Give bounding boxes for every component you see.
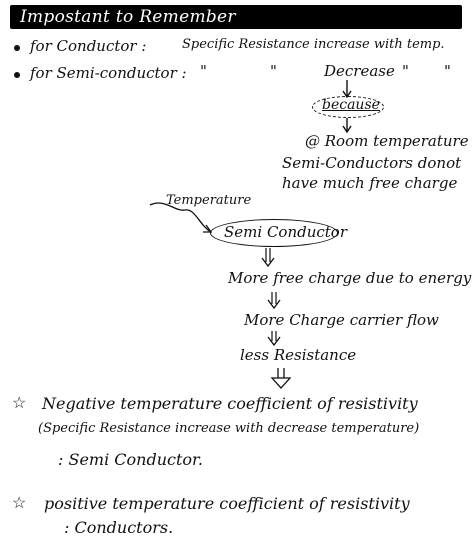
semi-reason-line-2: have much free charge	[282, 174, 458, 192]
arrow-step1-to-step2	[272, 292, 276, 304]
arrow-semi-to-step1-head	[262, 258, 274, 266]
because-text: because	[322, 97, 380, 113]
positive-coefficient-answer: : Conductors.	[64, 518, 174, 537]
negative-coefficient-detail: (Specific Resistance increase with decrease temperature)	[38, 421, 420, 436]
ditto-mark: "	[200, 62, 207, 80]
negative-coefficient-answer: : Semi Conductor.	[58, 450, 204, 469]
flow-step-1: More free charge due to energy	[228, 269, 472, 287]
conductor-text: Specific Resistance increase with temp.	[182, 37, 445, 52]
star-icon: ☆	[12, 493, 27, 512]
arrow-step2-to-step3-head	[268, 337, 280, 345]
page-title: Impostant to Remember	[20, 7, 236, 27]
room-temperature-text: @ Room temperature	[305, 132, 469, 150]
semi-conductor-label: Semi Conductor	[224, 223, 348, 241]
semi-text: Decrease	[324, 62, 395, 80]
arrow-step3-to-conclusion	[272, 368, 290, 388]
conductor-label: for Conductor :	[30, 37, 147, 55]
positive-coefficient-title: positive temperature coefficient of resistivity	[44, 494, 410, 513]
temperature-label: Temperature	[166, 193, 252, 208]
semi-label: for Semi-conductor :	[30, 64, 187, 82]
ditto-mark: "	[402, 62, 409, 80]
semi-reason-line-1: Semi-Conductors donot	[282, 154, 462, 172]
star-icon: ☆	[12, 393, 27, 412]
flow-step-2: More Charge carrier flow	[244, 311, 439, 329]
arrow-temperature-to-semi	[150, 203, 211, 232]
ditto-mark: "	[444, 62, 451, 80]
ditto-mark: "	[270, 62, 277, 80]
arrow-step1-to-step2-head	[268, 300, 280, 308]
arrow-semi-to-step1	[266, 248, 270, 262]
arrow-step2-to-step3	[272, 331, 276, 341]
flow-step-3: less Resistance	[240, 346, 357, 364]
negative-coefficient-title: Negative temperature coefficient of resistivity	[42, 394, 418, 413]
